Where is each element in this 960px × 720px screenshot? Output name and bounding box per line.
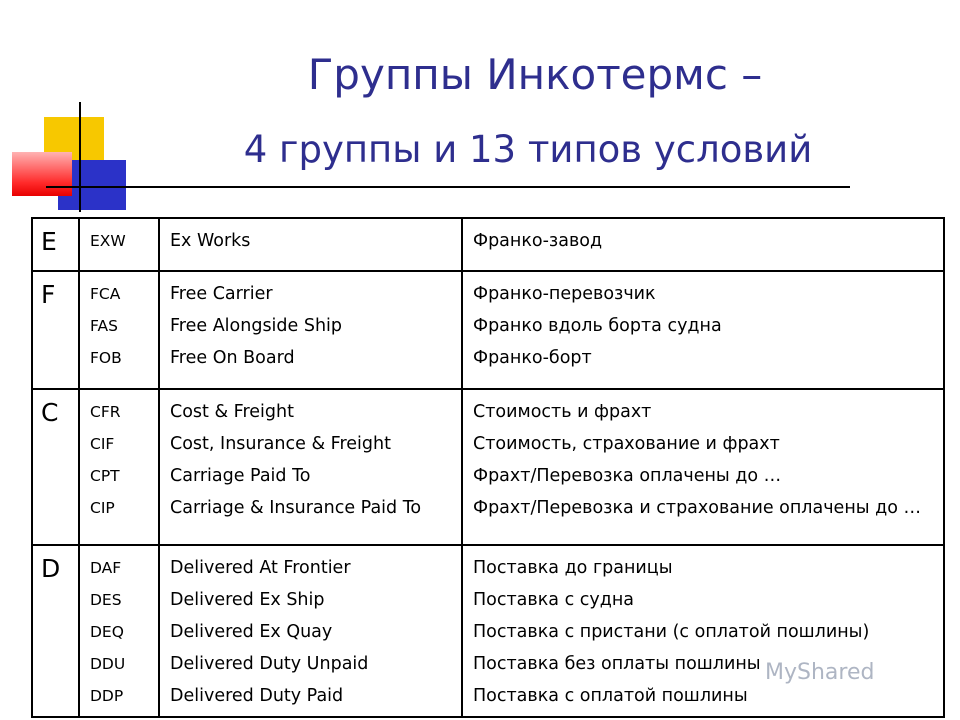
group-letter-cell: F (32, 271, 79, 389)
russian-term: Фрахт/Перевозка и страхование оплачены до … (473, 498, 922, 518)
english-term: Cost, Insurance & Freight (170, 434, 391, 454)
group-letter-cell: C (32, 389, 79, 545)
term-code: DAF (90, 559, 122, 577)
russian-term-cell (462, 271, 944, 389)
russian-term: Стоимость и фрахт (473, 402, 652, 422)
term-code: CPT (90, 467, 120, 485)
english-term: Free Carrier (170, 284, 273, 304)
group-letter-cell: E (32, 218, 79, 271)
term-code: EXW (90, 232, 126, 250)
english-term: Carriage Paid To (170, 466, 311, 486)
russian-term: Поставка с оплатой пошлины (473, 686, 748, 706)
table-row-group-d (32, 545, 944, 717)
code-cell (79, 389, 159, 545)
english-term-cell (159, 389, 462, 545)
term-code: FAS (90, 317, 118, 335)
term-code: CFR (90, 403, 121, 421)
russian-term-cell (462, 389, 944, 545)
russian-term: Фрахт/Перевозка оплачены до … (473, 466, 782, 486)
russian-term: Франко-завод (473, 231, 603, 251)
term-code: CIP (90, 499, 115, 517)
slide-subtitle: 4 группы и 13 типов условий (243, 128, 813, 171)
english-term-cell (159, 545, 462, 717)
table-row-group-c (32, 389, 944, 545)
watermark-logo: MyShared (765, 660, 875, 685)
incoterms-table (31, 217, 945, 718)
table-row-group-e (32, 218, 944, 271)
russian-term: Франко-борт (473, 348, 592, 368)
english-term: Delivered Duty Paid (170, 686, 344, 706)
english-term: Ex Works (170, 231, 251, 251)
english-term: Delivered Ex Quay (170, 622, 333, 642)
russian-term: Поставка с судна (473, 590, 635, 610)
code-cell (79, 271, 159, 389)
russian-term: Поставка до границы (473, 558, 673, 578)
code-cell (79, 218, 159, 271)
term-code: FCA (90, 285, 121, 303)
english-term: Free On Board (170, 348, 295, 368)
term-code: DES (90, 591, 122, 609)
term-code: CIF (90, 435, 115, 453)
english-term: Cost & Freight (170, 402, 294, 422)
russian-term-cell (462, 218, 944, 271)
term-code: DDP (90, 687, 124, 705)
english-term: Delivered At Frontier (170, 558, 351, 578)
russian-term-cell (462, 545, 944, 717)
english-term: Carriage & Insurance Paid To (170, 498, 422, 518)
english-term-cell (159, 218, 462, 271)
english-term: Free Alongside Ship (170, 316, 343, 336)
russian-term: Стоимость, страхование и фрахт (473, 434, 780, 454)
russian-term: Франко вдоль борта судна (473, 316, 722, 336)
title-underline-rule (46, 186, 850, 188)
slide-title: Группы Инкотермс – (307, 50, 763, 99)
russian-term: Франко-перевозчик (473, 284, 656, 304)
english-term: Delivered Duty Unpaid (170, 654, 369, 674)
term-code: DDU (90, 655, 126, 673)
code-cell (79, 545, 159, 717)
english-term: Delivered Ex Ship (170, 590, 325, 610)
term-code: DEQ (90, 623, 124, 641)
english-term-cell (159, 271, 462, 389)
group-letter-cell: D (32, 545, 79, 717)
russian-term: Поставка с пристани (с оплатой пошлины) (473, 622, 870, 642)
russian-term: Поставка без оплаты пошлины (473, 654, 761, 674)
term-code: FOB (90, 349, 122, 367)
table-row-group-f (32, 271, 944, 389)
